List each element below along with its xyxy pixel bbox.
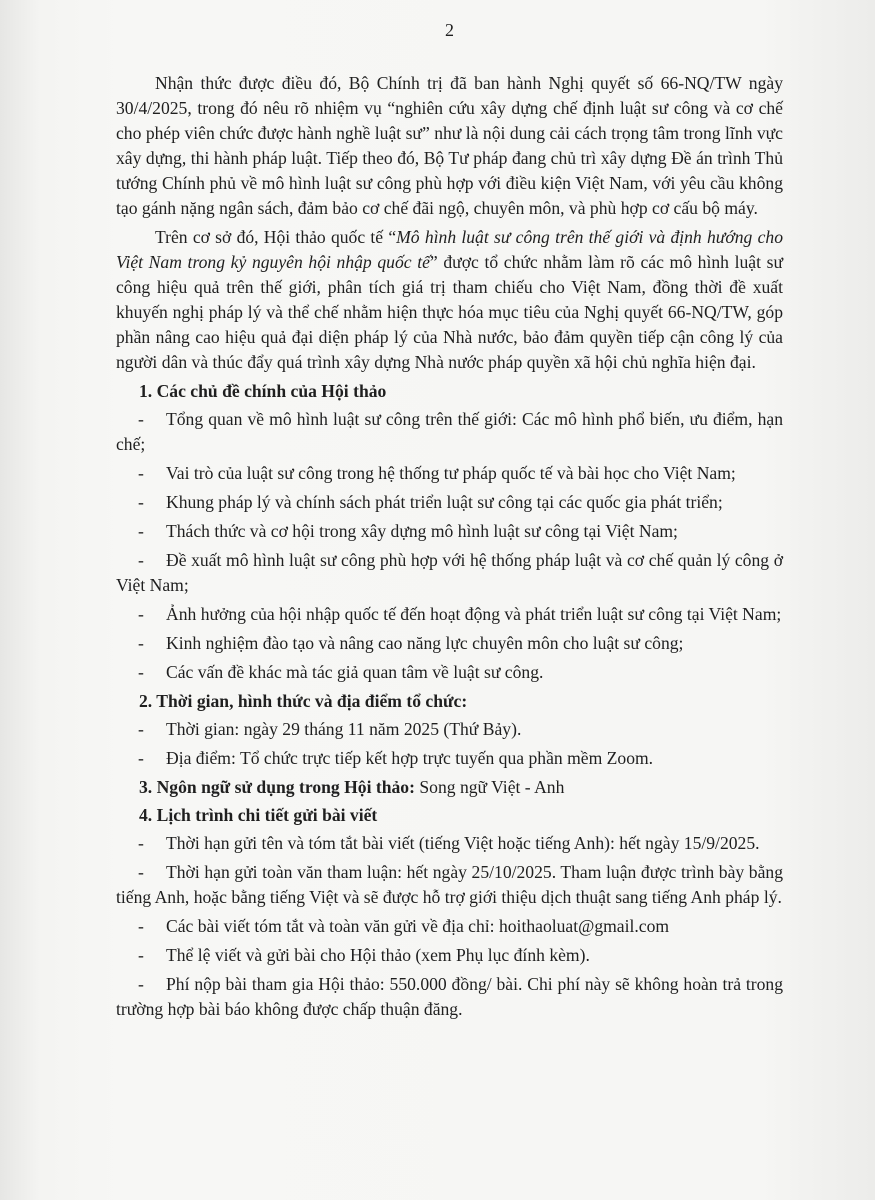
section-2-heading: 2. Thời gian, hình thức và địa điểm tổ chức: [139,691,468,711]
conference-title: Mô hình luật sư công trên thế giới và định hướng cho Việt Nam trong kỷ nguyên hội nhập quốc tế [116,227,783,272]
list-item: - Các bài viết tóm tắt và toàn văn gửi về địa chỉ: hoithaoluat@gmail.com [116,914,783,939]
list-item: - Các vấn đề khác mà tác giả quan tâm về luật sư công. [116,660,783,685]
language-value: Song ngữ Việt - Anh [414,777,565,797]
list-item: - Thời hạn gửi tên và tóm tắt bài viết (tiếng Việt hoặc tiếng Anh): hết ngày 15/9/2025. [116,831,783,856]
section-4-heading: 4. Lịch trình chi tiết gửi bài viết [139,805,378,825]
dash-bullet: - [138,862,144,882]
intro-paragraph-1: Nhận thức được điều đó, Bộ Chính trị đã ban hành Nghị quyết số 66-NQ/TW ngày 30/4/2025, trong đó nêu rõ nhiệm vụ “nghiên cứu xây dựng chế định luật sư công và cơ chế cho phép viên chức được hành nghề luật sư” như là nội dung cải cách trọng tâm trong lĩnh vực xây dựng, thi hành pháp luật. Tiếp theo đó, Bộ Tư pháp đang chủ trì xây dựng Đề án trình Thủ tướng Chính phủ về mô hình luật sư công phù hợp với điều kiện Việt Nam, với yêu cầu không tạo gánh nặng ngân sách, đảm bảo cơ chế đãi ngộ, chuyên môn, và phù hợp cơ cấu bộ máy. [116,73,783,218]
dash-bullet: - [138,916,144,936]
dash-bullet: - [138,492,144,512]
dash-bullet: - [138,409,144,429]
list-item: - Khung pháp lý và chính sách phát triển luật sư công tại các quốc gia phát triển; [116,490,783,515]
section-3-title: 3. Ngôn ngữ sử dụng trong Hội thảo: [139,777,415,797]
list-item: - Thời gian: ngày 29 tháng 11 năm 2025 (Thứ Bảy). [116,717,783,742]
dash-bullet: - [138,521,144,541]
list-item: - Thời hạn gửi toàn văn tham luận: hết ngày 25/10/2025. Tham luận được trình bày bằng tiếng Anh, hoặc bằng tiếng Việt và sẽ được hỗ trợ giới thiệu dịch thuật sang tiếng Anh pháp lý. [116,862,783,907]
dash-bullet: - [138,945,144,965]
dash-bullet: - [138,604,144,624]
dash-bullet: - [138,974,144,994]
intro-paragraph-2-suffix: ” được tổ chức nhằm làm rõ các mô hình luật sư công hiệu quả trên thế giới, phân tích giá trị tham chiếu cho Việt Nam, đồng thời đề xuất khuyến nghị pháp lý và thể chế nhằm hiện thực hóa mục tiêu của Nghị quyết 66-NQ/TW, góp phần nâng cao hiệu quả đại diện pháp lý của Nhà nước, bảo đảm quyền tiếp cận công lý của người dân và thúc đẩy quá trình xây dựng Nhà nước pháp quyền xã hội chủ nghĩa hiện đại. [116,252,783,372]
section-4-list [116,831,783,1022]
list-item: - Thể lệ viết và gửi bài cho Hội thảo (xem Phụ lục đính kèm). [116,943,783,968]
section-3-heading [116,775,783,800]
dash-bullet: - [138,463,144,483]
dash-bullet: - [138,833,144,853]
list-item: - Thách thức và cơ hội trong xây dựng mô hình luật sư công tại Việt Nam; [116,519,783,544]
list-item: - Ảnh hưởng của hội nhập quốc tế đến hoạt động và phát triển luật sư công tại Việt Nam; [116,602,783,627]
dash-bullet: - [138,633,144,653]
dash-bullet: - [138,719,144,739]
list-item: - Kinh nghiệm đào tạo và nâng cao năng lực chuyên môn cho luật sư công; [116,631,783,656]
dash-bullet: - [138,662,144,682]
section-2-list [116,717,783,771]
page-number: 2 [445,20,454,40]
intro-paragraph-2-prefix: Trên cơ sở đó, Hội thảo quốc tế “ [155,227,397,247]
section-1-list [116,407,783,685]
section-1-heading: 1. Các chủ đề chính của Hội thảo [139,381,387,401]
dash-bullet: - [138,748,144,768]
list-item: - Đề xuất mô hình luật sư công phù hợp với hệ thống pháp luật và cơ chế quản lý công ở Việt Nam; [116,550,783,595]
list-item: - Tổng quan về mô hình luật sư công trên thế giới: Các mô hình phổ biến, ưu điểm, hạn chế; [116,409,783,454]
dash-bullet: - [138,550,144,570]
list-item: - Địa điểm: Tổ chức trực tiếp kết hợp trực tuyến qua phần mềm Zoom. [116,746,783,771]
list-item: - Vai trò của luật sư công trong hệ thống tư pháp quốc tế và bài học cho Việt Nam; [116,461,783,486]
list-item: - Phí nộp bài tham gia Hội thảo: 550.000 đồng/ bài. Chi phí này sẽ không hoàn trả trong trường hợp bài báo không được chấp thuận đăng. [116,974,783,1019]
intro-paragraph-2 [116,225,783,375]
